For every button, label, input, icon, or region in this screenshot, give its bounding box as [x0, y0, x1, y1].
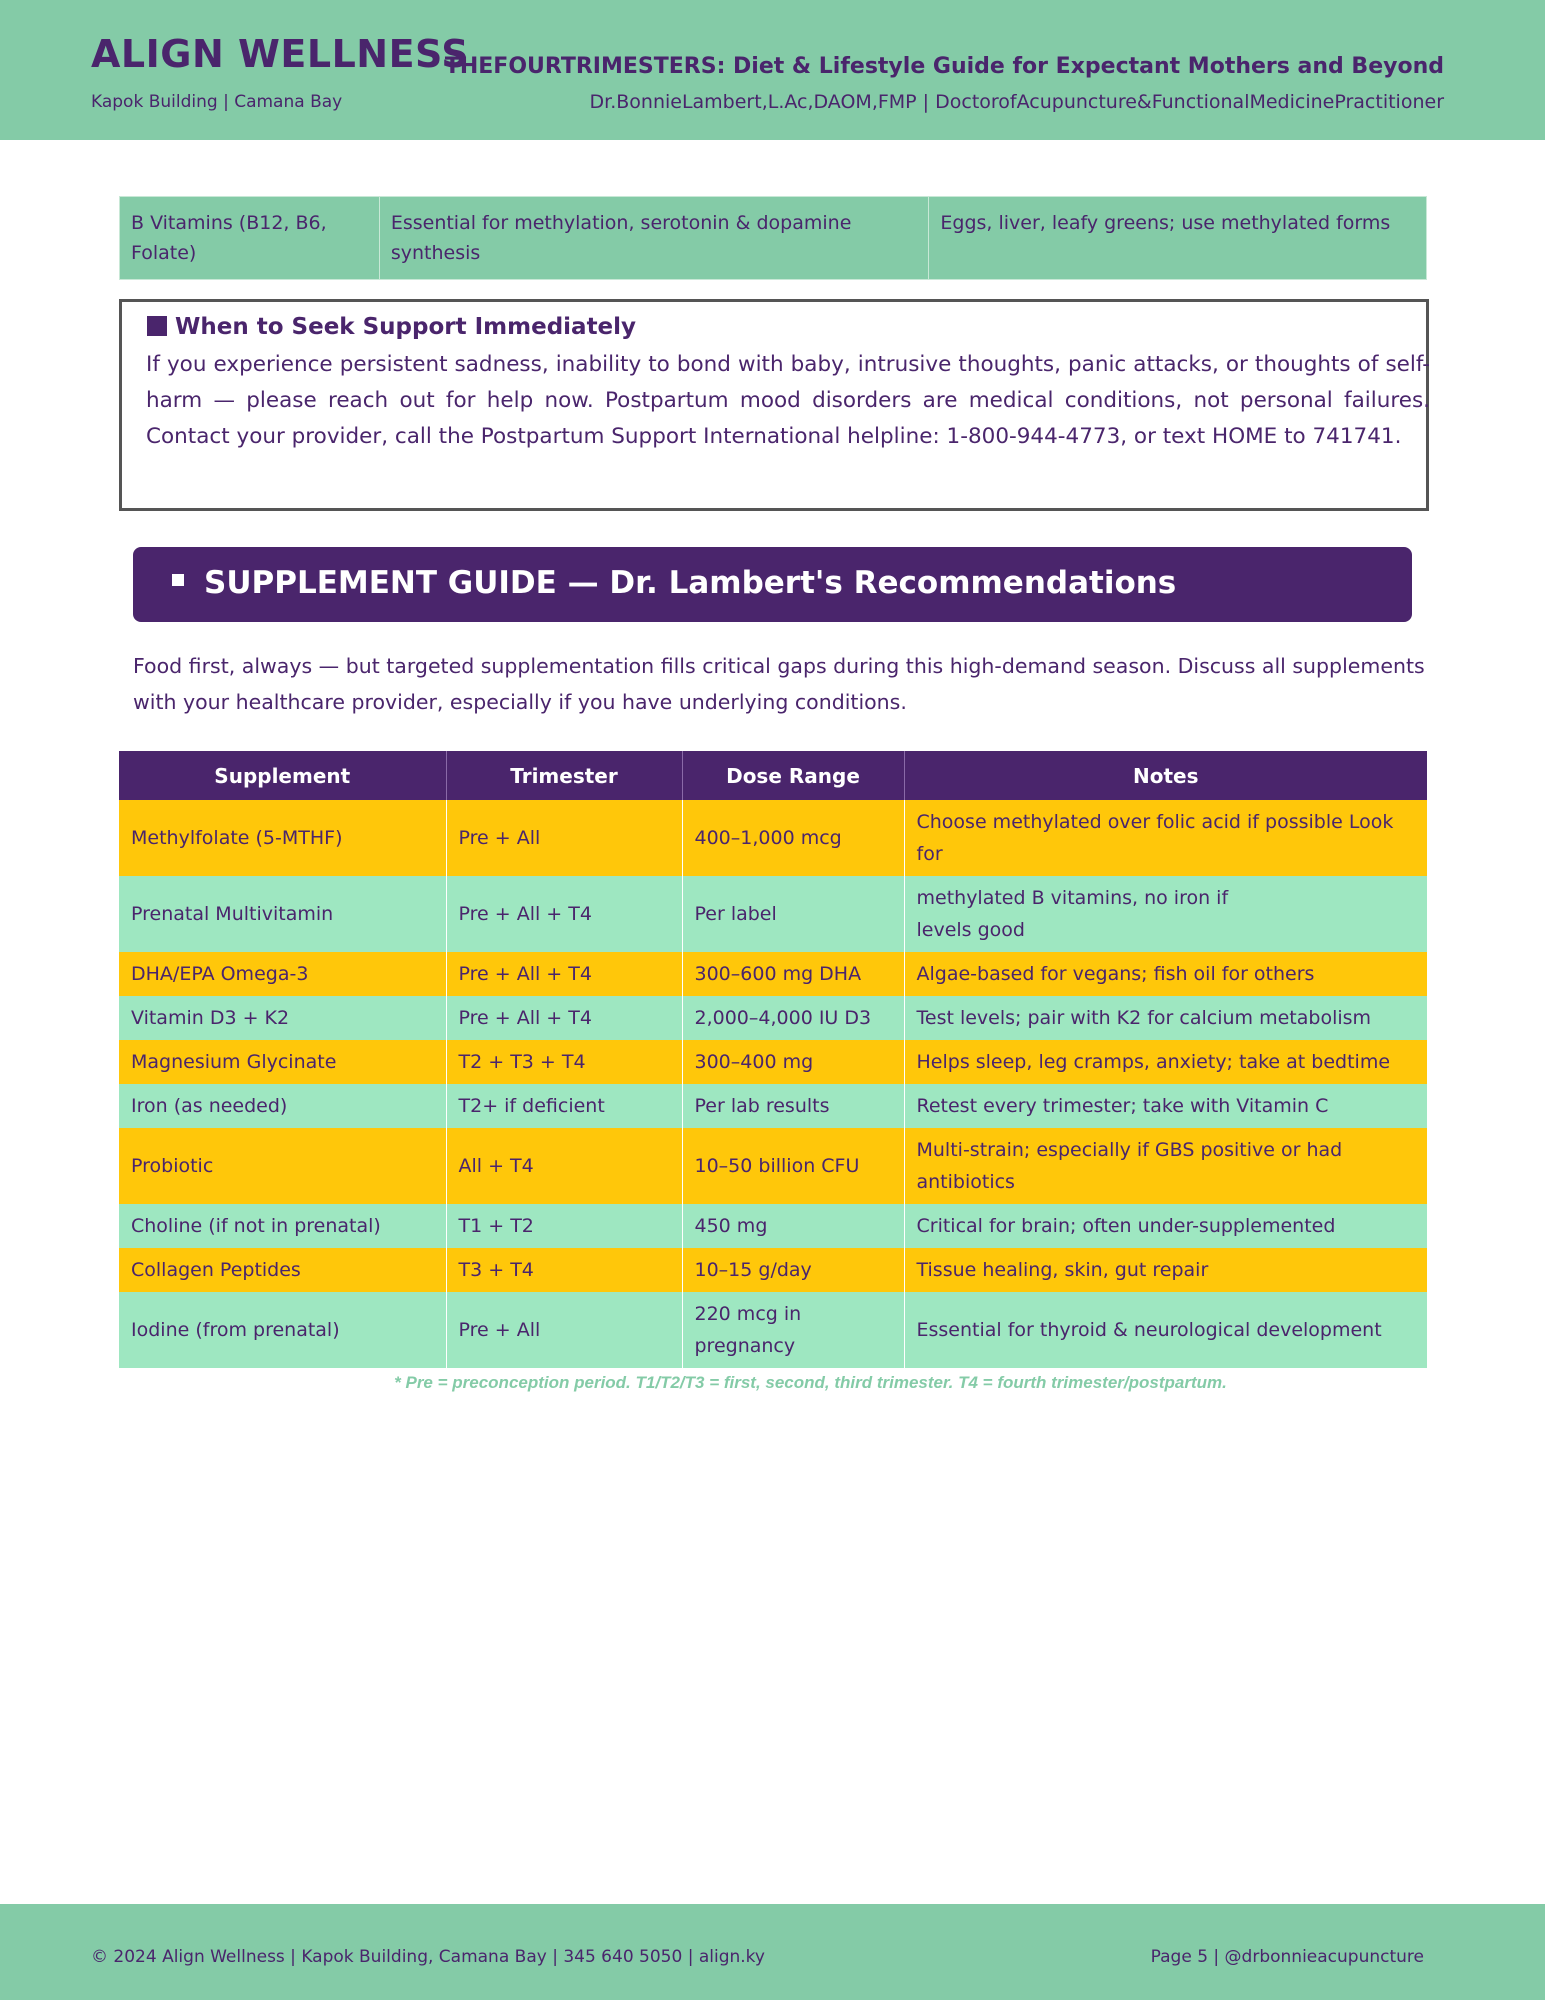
table-row — [119, 1248, 1427, 1292]
supplement-trimester: T3 + T4 — [446, 1248, 682, 1292]
brand-name: ALIGN WELLNESS — [91, 32, 470, 76]
nutrient-name: B Vitamins (B12, B6, Folate) — [120, 197, 380, 280]
section-banner — [133, 547, 1412, 622]
supplement-name: DHA/EPA Omega-3 — [119, 952, 446, 996]
document-author: Dr.BonnieLambert,L.Ac,DAOM,FMP | DoctorofAcupuncture&FunctionalMedicinePractitioner — [589, 91, 1444, 113]
alert-text: If you experience persistent sadness, inability to bond with baby, intrusive thoughts, panic attacks, or thoughts of self-harm — please reach out for help now. Postpartum mood disorders are medical conditions, not personal failures. Contact your provider, call the Postpartum Support International helpline: 1-800-944-4773, or text HOME to 741741. — [146, 352, 1430, 449]
supplement-dose: 10–15 g/day — [682, 1248, 904, 1292]
table-row — [120, 197, 1427, 280]
square-bullet-icon — [172, 574, 184, 586]
nutrient-benefit: Essential for methylation, serotonin & dopamine synthesis — [379, 197, 929, 280]
table-footnote: * Pre = preconception period. T1/T2/T3 = first, second, third trimester. T4 = fourth trimester/postpartum. — [394, 1373, 1227, 1392]
square-bullet-icon — [147, 316, 167, 336]
supplement-notes: Algae-based for vegans; fish oil for others — [904, 952, 1427, 996]
supplement-trimester: T2+ if deficient — [446, 1084, 682, 1128]
nutrient-table-continued — [119, 196, 1427, 280]
supplement-trimester: Pre + All — [446, 800, 682, 876]
table-row — [119, 1204, 1427, 1248]
supplement-name: Iodine (from prenatal) — [119, 1292, 446, 1368]
column-header-notes: Notes — [904, 751, 1427, 800]
supplement-trimester: T2 + T3 + T4 — [446, 1040, 682, 1084]
page-header — [0, 0, 1545, 140]
supplement-notes: Multi-strain; especially if GBS positive or had antibiotics — [904, 1128, 1427, 1204]
supplement-trimester: Pre + All + T4 — [446, 996, 682, 1040]
column-header-trimester: Trimester — [446, 751, 682, 800]
document-title: THEFOURTRIMESTERS: Diet & Lifestyle Guide for Expectant Mothers and Beyond — [444, 54, 1444, 79]
footer-page-info: Page 5 | @drbonnieacupuncture — [1150, 1947, 1424, 1967]
table-row — [119, 800, 1427, 876]
supplement-notes: Essential for thyroid & neurological development — [904, 1292, 1427, 1368]
page-footer — [0, 1904, 1545, 2000]
supplement-table — [119, 751, 1427, 1368]
supplement-name: Prenatal Multivitamin — [119, 876, 446, 952]
supplement-trimester: All + T4 — [446, 1128, 682, 1204]
table-row — [119, 996, 1427, 1040]
support-alert-box — [119, 299, 1429, 511]
supplement-name: Choline (if not in prenatal) — [119, 1204, 446, 1248]
table-row — [119, 1040, 1427, 1084]
supplement-dose: 400–1,000 mcg — [682, 800, 904, 876]
supplement-notes: Choose methylated over folic acid if possible Look for — [904, 800, 1427, 876]
supplement-dose: 450 mg — [682, 1204, 904, 1248]
section-title: SUPPLEMENT GUIDE — Dr. Lambert's Recommendations — [204, 565, 1177, 601]
supplement-name: Magnesium Glycinate — [119, 1040, 446, 1084]
table-row — [119, 1292, 1427, 1368]
supplement-dose: 300–600 mg DHA — [682, 952, 904, 996]
supplement-notes: Helps sleep, leg cramps, anxiety; take at bedtime — [904, 1040, 1427, 1084]
supplement-name: Methylfolate (5-MTHF) — [119, 800, 446, 876]
supplement-notes: Retest every trimester; take with Vitamin C — [904, 1084, 1427, 1128]
table-row — [119, 1128, 1427, 1204]
supplement-dose: 300–400 mg — [682, 1040, 904, 1084]
supplement-dose: 2,000–4,000 IU D3 — [682, 996, 904, 1040]
alert-heading — [147, 314, 636, 340]
supplement-dose: 220 mcg in pregnancy — [682, 1292, 904, 1368]
supplement-dose: Per lab results — [682, 1084, 904, 1128]
column-header-supplement: Supplement — [119, 751, 446, 800]
brand-location: Kapok Building | Camana Bay — [91, 92, 343, 112]
table-row — [119, 876, 1427, 952]
supplement-name: Iron (as needed) — [119, 1084, 446, 1128]
supplement-notes: methylated B vitamins, no iron if levels good — [904, 876, 1427, 952]
table-row — [119, 952, 1427, 996]
supplement-trimester: Pre + All + T4 — [446, 876, 682, 952]
supplement-notes: Test levels; pair with K2 for calcium metabolism — [904, 996, 1427, 1040]
supplement-name: Probiotic — [119, 1128, 446, 1204]
nutrient-sources: Eggs, liver, leafy greens; use methylated forms — [929, 197, 1427, 280]
table-header-row — [119, 751, 1427, 800]
supplement-name: Collagen Peptides — [119, 1248, 446, 1292]
alert-heading-text: When to Seek Support Immediately — [175, 314, 637, 340]
supplement-dose: 10–50 billion CFU — [682, 1128, 904, 1204]
footer-contact: © 2024 Align Wellness | Kapok Building, Camana Bay | 345 640 5050 | align.ky — [91, 1947, 765, 1967]
supplement-notes: Tissue healing, skin, gut repair — [904, 1248, 1427, 1292]
column-header-dose: Dose Range — [682, 751, 904, 800]
supplement-dose: Per label — [682, 876, 904, 952]
supplement-trimester: T1 + T2 — [446, 1204, 682, 1248]
supplement-notes: Critical for brain; often under-supplemented — [904, 1204, 1427, 1248]
table-row — [119, 1084, 1427, 1128]
supplement-name: Vitamin D3 + K2 — [119, 996, 446, 1040]
section-intro: Food first, always — but targeted supplementation fills critical gaps during this high-demand season. Discuss all supplements with your healthcare provider, especially if you have underlying conditions. — [133, 654, 1425, 714]
supplement-trimester: Pre + All — [446, 1292, 682, 1368]
supplement-trimester: Pre + All + T4 — [446, 952, 682, 996]
